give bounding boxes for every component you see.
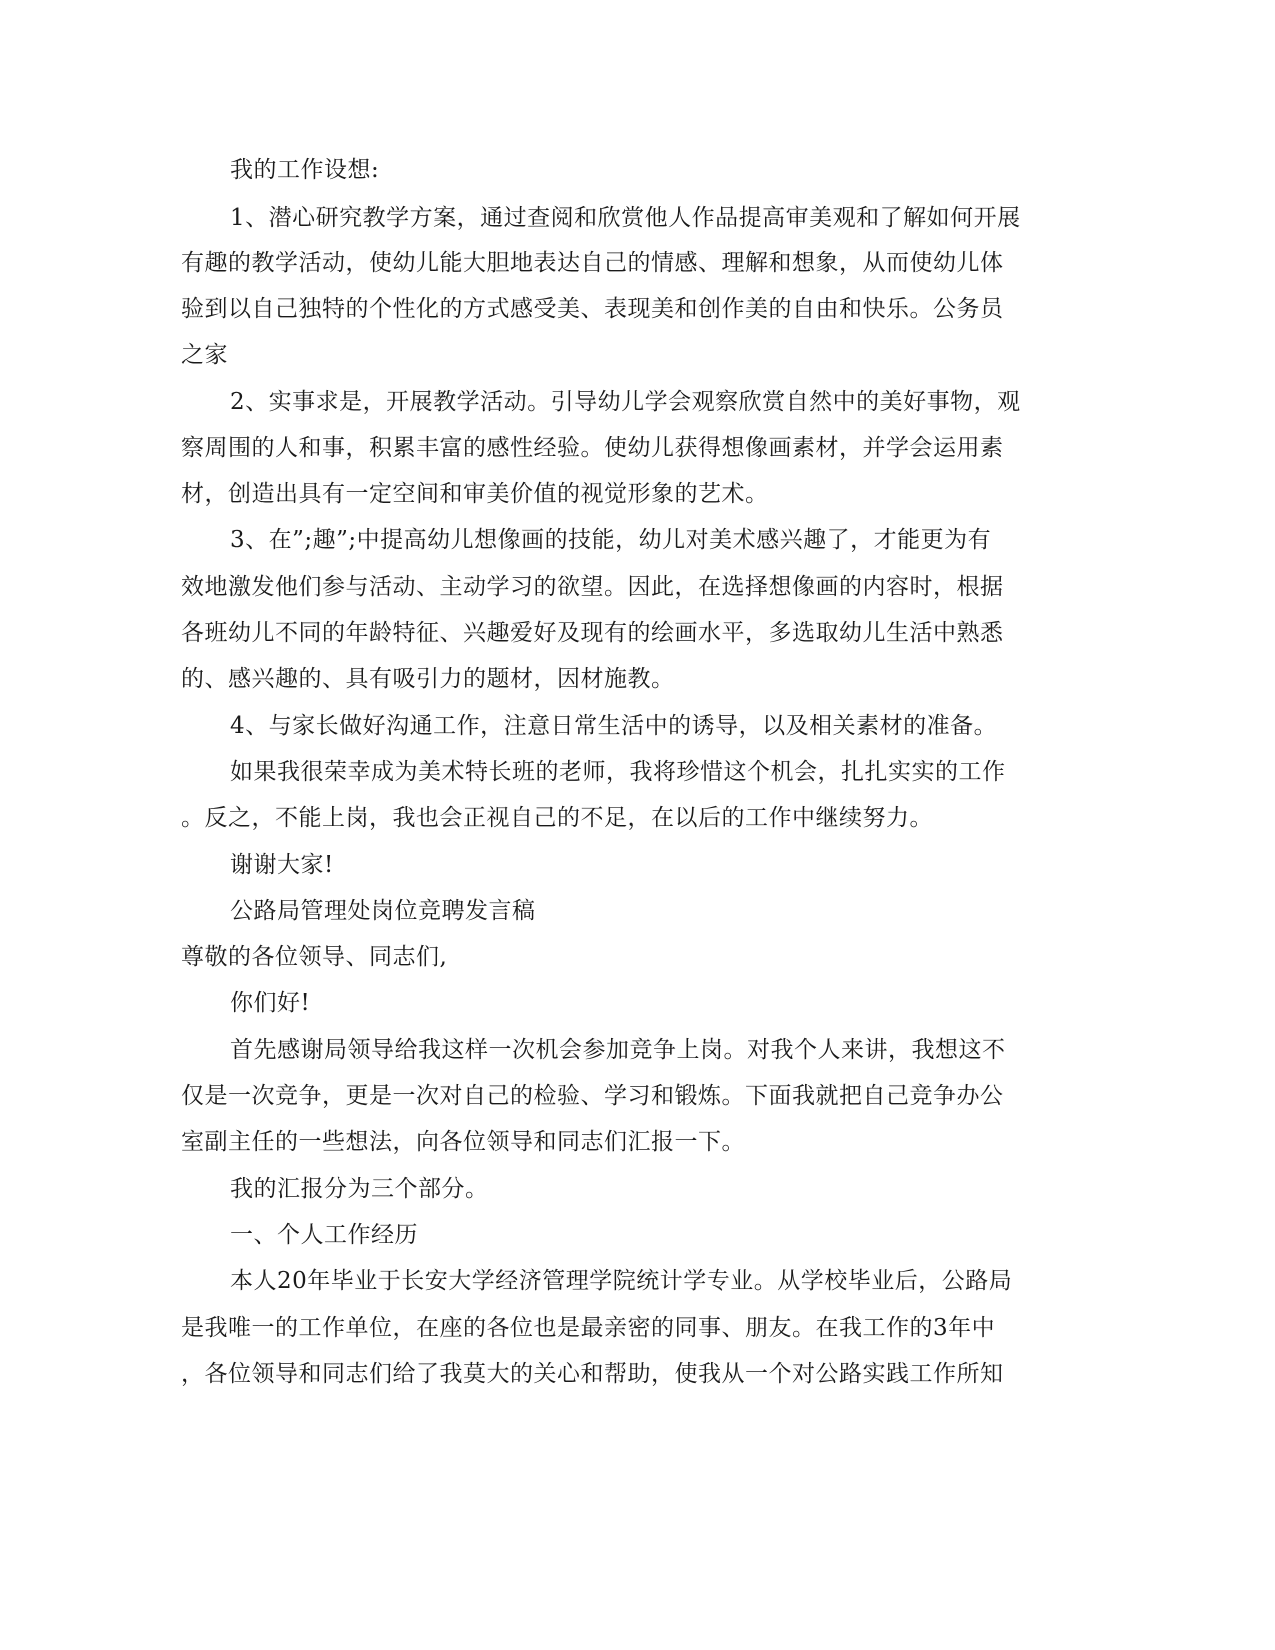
text-line: 你们好! (230, 990, 311, 1016)
text-line: 2、实事求是，开展教学活动。引导幼儿学会观察欣赏自然中的美好事物，观 (230, 389, 1021, 415)
text-line: 谢谢大家! (230, 852, 334, 878)
text-line: 公路局管理处岗位竞聘发言稿 (230, 898, 536, 924)
text-line: 的、感兴趣的、具有吸引力的题材，因材施教。 (181, 666, 675, 692)
text-line: 材，创造出具有一定空间和审美价值的视觉形象的艺术。 (181, 481, 769, 507)
text-line: 之家 (181, 342, 228, 368)
text-line: 一、个人工作经历 (230, 1222, 418, 1248)
text-line: 1、潜心研究教学方案，通过查阅和欣赏他人作品提高审美观和了解如何开展 (230, 205, 1021, 231)
text-line: 察周围的人和事，积累丰富的感性经验。使幼儿获得想像画素材，并学会运用素 (181, 435, 1004, 461)
text-line: 首先感谢局领导给我这样一次机会参加竞争上岗。对我个人来讲，我想这不 (230, 1037, 1006, 1063)
text-line: 室副主任的一些想法，向各位领导和同志们汇报一下。 (181, 1129, 745, 1155)
text-line: 验到以自己独特的个性化的方式感受美、表现美和创作美的自由和快乐。公务员 (181, 296, 1004, 322)
text-line: 。反之，不能上岗，我也会正视自己的不足，在以后的工作中继续努力。 (181, 805, 933, 831)
text-line: 3、在”;趣”;中提高幼儿想像画的技能，幼儿对美术感兴趣了，才能更为有 (230, 527, 992, 553)
text-line: 效地激发他们参与活动、主动学习的欲望。因此，在选择想像画的内容时，根据 (181, 574, 1004, 600)
text-line: 尊敬的各位领导、同志们, (181, 944, 448, 970)
text-line: 本人20年毕业于长安大学经济管理学院统计学专业。从学校毕业后，公路局 (230, 1268, 1013, 1294)
text-line: ，各位领导和同志们给了我莫大的关心和帮助，使我从一个对公路实践工作所知 (181, 1361, 1004, 1387)
text-line: 有趣的教学活动，使幼儿能大胆地表达自己的情感、理解和想象，从而使幼儿体 (181, 250, 1004, 276)
text-line: 各班幼儿不同的年龄特征、兴趣爱好及现有的绘画水平，多选取幼儿生活中熟悉 (181, 620, 1004, 646)
text-line: 4、与家长做好沟通工作，注意日常生活中的诱导，以及相关素材的准备。 (230, 713, 998, 739)
text-line: 是我唯一的工作单位，在座的各位也是最亲密的同事、朋友。在我工作的3年中 (181, 1315, 996, 1341)
text-line: 我的汇报分为三个部分。 (230, 1176, 489, 1202)
text-line: 仅是一次竞争，更是一次对自己的检验、学习和锻炼。下面我就把自己竞争办公 (181, 1083, 1004, 1109)
text-line: 我的工作设想: (230, 157, 380, 183)
text-line: 如果我很荣幸成为美术特长班的老师，我将珍惜这个机会，扎扎实实的工作 (230, 759, 1006, 785)
